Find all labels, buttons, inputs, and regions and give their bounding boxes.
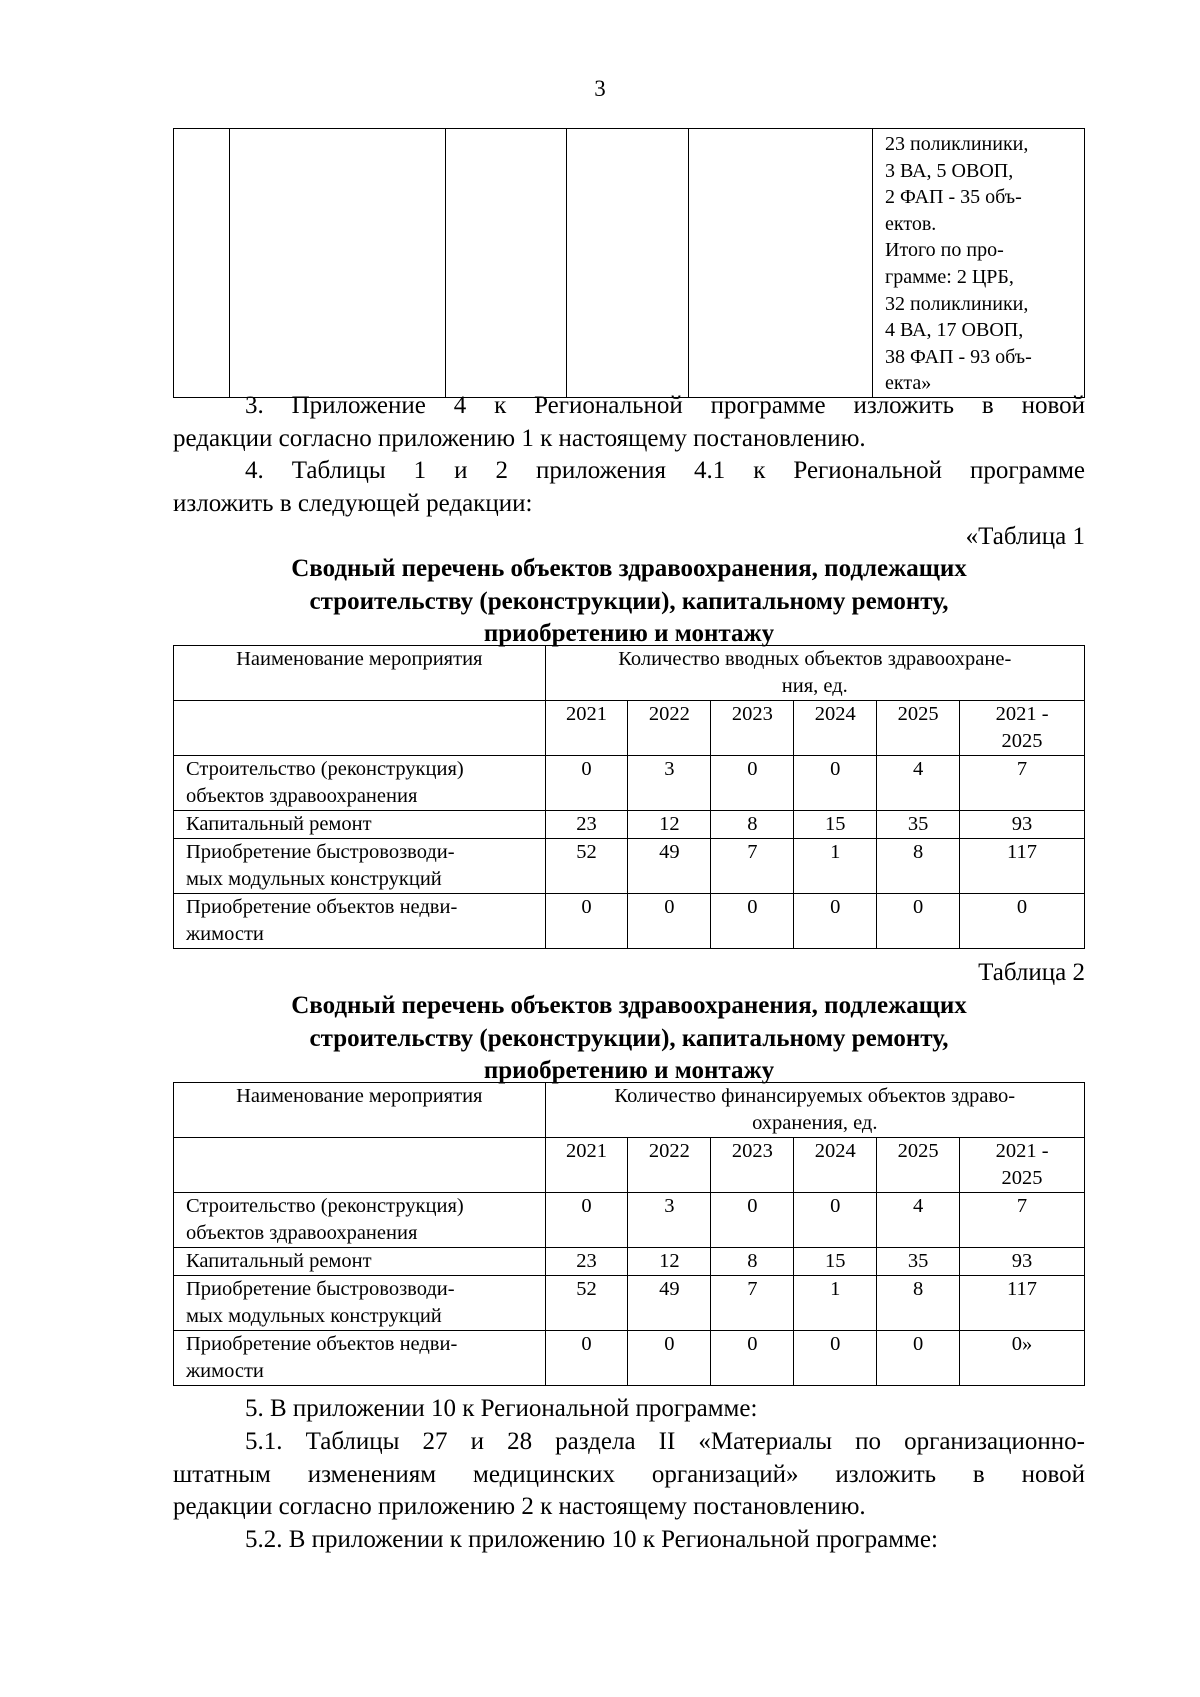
- table1: [173, 645, 1085, 949]
- cell-value: 0: [628, 1331, 711, 1386]
- cell-value: 0: [545, 1193, 628, 1248]
- cell-value: 35: [877, 1248, 960, 1276]
- row-name: [174, 1276, 546, 1331]
- header-line: Количество финансируемых объектов здраво-: [614, 1085, 1016, 1107]
- table2: [173, 1082, 1085, 1386]
- name-line: объектов здравоохранения: [186, 785, 418, 807]
- table-row: [174, 1331, 1085, 1386]
- continuation-table: [173, 128, 1085, 398]
- cell-value: 52: [545, 839, 628, 894]
- cell-value: 12: [628, 1248, 711, 1276]
- table1-title: [173, 553, 1085, 651]
- cell-value: 0: [545, 894, 628, 949]
- year-header: 2022: [628, 1138, 711, 1193]
- cell-value: 3: [628, 756, 711, 811]
- paragraph-line: 5.2. В приложении к приложению 10 к Региональной программе:: [245, 1526, 938, 1553]
- continuation-cell: [445, 129, 567, 398]
- paragraph-3: [173, 390, 1085, 455]
- cell-value: 8: [877, 839, 960, 894]
- cell-value: 0: [628, 894, 711, 949]
- name-line: Строительство (реконструкция): [186, 1195, 464, 1217]
- empty-header-cell: [174, 701, 546, 756]
- title-line: Сводный перечень объектов здравоохранения, подлежащих: [291, 555, 967, 582]
- cell-value: 0»: [960, 1331, 1085, 1386]
- title-line: Сводный перечень объектов здравоохранения, подлежащих: [291, 992, 967, 1019]
- header-line: Количество вводных объектов здравоохране-: [618, 648, 1012, 670]
- year-header: 2023: [711, 701, 794, 756]
- table-row: [174, 1276, 1085, 1331]
- page-number: 3: [594, 76, 606, 101]
- column-header-name: Наименование мероприятия: [174, 1083, 546, 1138]
- cell-value: 15: [794, 1248, 877, 1276]
- cell-value: 0: [711, 1331, 794, 1386]
- name-line: жимости: [186, 923, 264, 945]
- cell-value: 7: [711, 1276, 794, 1331]
- continuation-cell: [689, 129, 873, 398]
- column-header-name: Наименование мероприятия: [174, 646, 546, 701]
- header-line: ния, ед.: [781, 675, 848, 697]
- cell-value: 0: [794, 1331, 877, 1386]
- continuation-cell: [229, 129, 445, 398]
- year-header: 2024: [794, 1138, 877, 1193]
- table-row: [174, 839, 1085, 894]
- paragraph-line: 4. Таблицы 1 и 2 приложения 4.1 к Региональной программе: [245, 457, 1085, 484]
- paragraph-line: редакции согласно приложению 2 к настоящему постановлению.: [173, 1493, 866, 1520]
- paragraph-5: [173, 1393, 1085, 1426]
- year-header: 2021: [545, 701, 628, 756]
- note-line: 2 ФАП - 35 объ-: [885, 186, 1022, 209]
- row-name: Капитальный ремонт: [174, 1248, 546, 1276]
- cell-value: 1: [794, 1276, 877, 1331]
- cell-value: 4: [877, 1193, 960, 1248]
- cell-value: 0: [711, 894, 794, 949]
- row-name: [174, 1331, 546, 1386]
- paragraph-line: 5. В приложении 10 к Региональной программе:: [245, 1395, 758, 1422]
- title-line: приобретению и монтажу: [483, 1057, 775, 1084]
- header-line: 2025: [1001, 1167, 1043, 1189]
- cell-value: 0: [877, 1331, 960, 1386]
- header-line: охранения, ед.: [752, 1112, 878, 1134]
- header-line: 2021 -: [995, 1140, 1049, 1162]
- cell-value: 8: [711, 1248, 794, 1276]
- note-line: 3 ВА, 5 ОВОП,: [885, 159, 1014, 182]
- paragraph-4: [173, 455, 1085, 520]
- cell-value: 0: [877, 894, 960, 949]
- year-header: 2022: [628, 701, 711, 756]
- cell-value: 3: [628, 1193, 711, 1248]
- paragraph-line: редакции согласно приложению 1 к настоящему постановлению.: [173, 424, 866, 452]
- paragraph-line: 5.1. Таблицы 27 и 28 раздела II «Материалы по организационно-: [245, 1428, 1085, 1455]
- name-line: жимости: [186, 1360, 264, 1382]
- cell-value: 52: [545, 1276, 628, 1331]
- cell-value: 49: [628, 1276, 711, 1331]
- cell-value: 8: [877, 1276, 960, 1331]
- column-header-group: [545, 646, 1084, 701]
- cell-value: 93: [960, 1248, 1085, 1276]
- table-row: [174, 1248, 1085, 1276]
- table2-caption: Таблица 2: [978, 959, 1085, 986]
- cell-value: 117: [960, 1276, 1085, 1331]
- continuation-cell: [174, 129, 230, 398]
- name-line: Приобретение объектов недви-: [186, 896, 458, 918]
- row-name: [174, 839, 546, 894]
- paragraph-5-1: [173, 1426, 1085, 1524]
- cell-value: 23: [545, 811, 628, 839]
- name-line: объектов здравоохранения: [186, 1222, 418, 1244]
- cell-value: 15: [794, 811, 877, 839]
- cell-value: 0: [794, 894, 877, 949]
- cell-value: 1: [794, 839, 877, 894]
- name-line: Приобретение объектов недви-: [186, 1333, 458, 1355]
- row-name: [174, 1193, 546, 1248]
- note-line: 23 поликлиники,: [885, 133, 1029, 155]
- table-row: [174, 894, 1085, 949]
- note-line: грамме: 2 ЦРБ,: [885, 265, 1014, 288]
- table-row: [174, 1193, 1085, 1248]
- cell-value: 0: [711, 1193, 794, 1248]
- title-line: строительству (реконструкции), капитальному ремонту,: [309, 1024, 949, 1052]
- total-header: [960, 701, 1085, 756]
- paragraph-line: 3. Приложение 4 к Региональной программе изложить в новой: [245, 392, 1085, 419]
- table2-title: [173, 990, 1085, 1088]
- year-header: 2025: [877, 701, 960, 756]
- table-row: [174, 811, 1085, 839]
- note-line: ектов.: [885, 212, 937, 235]
- name-line: Приобретение быстровозводи-: [186, 1278, 455, 1300]
- cell-value: 0: [545, 1331, 628, 1386]
- note-line: екта»: [885, 372, 932, 395]
- cell-value: 0: [794, 756, 877, 811]
- name-line: мых модульных конструкций: [186, 868, 442, 890]
- title-line: приобретению и монтажу: [483, 620, 775, 647]
- row-name: Капитальный ремонт: [174, 811, 546, 839]
- total-header: [960, 1138, 1085, 1193]
- cell-value: 117: [960, 839, 1085, 894]
- title-line: строительству (реконструкции), капитальному ремонту,: [309, 587, 949, 615]
- table1-caption: «Таблица 1: [965, 523, 1085, 550]
- cell-value: 7: [711, 839, 794, 894]
- cell-value: 0: [794, 1193, 877, 1248]
- paragraph-line: изложить в следующей редакции:: [173, 489, 533, 517]
- year-header: 2025: [877, 1138, 960, 1193]
- note-line: 32 поликлиники,: [885, 292, 1029, 315]
- empty-header-cell: [174, 1138, 546, 1193]
- cell-value: 93: [960, 811, 1085, 839]
- year-header: 2021: [545, 1138, 628, 1193]
- cell-value: 0: [960, 894, 1085, 949]
- note-line: 4 ВА, 17 ОВОП,: [885, 319, 1024, 342]
- paragraph-5-2: [173, 1524, 1085, 1557]
- row-name: [174, 894, 546, 949]
- year-header: 2023: [711, 1138, 794, 1193]
- cell-value: 23: [545, 1248, 628, 1276]
- paragraph-line: штатным изменениям медицинских организаций» изложить в новой: [173, 1460, 1085, 1488]
- cell-value: 7: [960, 1193, 1085, 1248]
- row-name: [174, 756, 546, 811]
- cell-value: 0: [711, 756, 794, 811]
- continuation-cell: [567, 129, 689, 398]
- cell-value: 35: [877, 811, 960, 839]
- cell-value: 4: [877, 756, 960, 811]
- cell-value: 49: [628, 839, 711, 894]
- note-line: Итого по про-: [885, 239, 1004, 262]
- cell-value: 12: [628, 811, 711, 839]
- name-line: мых модульных конструкций: [186, 1305, 442, 1327]
- cell-value: 0: [545, 756, 628, 811]
- note-line: 38 ФАП - 93 объ-: [885, 345, 1032, 368]
- table-row: [174, 756, 1085, 811]
- year-header: 2024: [794, 701, 877, 756]
- continuation-note-cell: [873, 129, 1085, 398]
- column-header-group: [545, 1083, 1084, 1138]
- header-line: 2025: [1001, 730, 1043, 752]
- cell-value: 8: [711, 811, 794, 839]
- header-line: 2021 -: [995, 703, 1049, 725]
- name-line: Приобретение быстровозводи-: [186, 841, 455, 863]
- cell-value: 7: [960, 756, 1085, 811]
- name-line: Строительство (реконструкция): [186, 758, 464, 780]
